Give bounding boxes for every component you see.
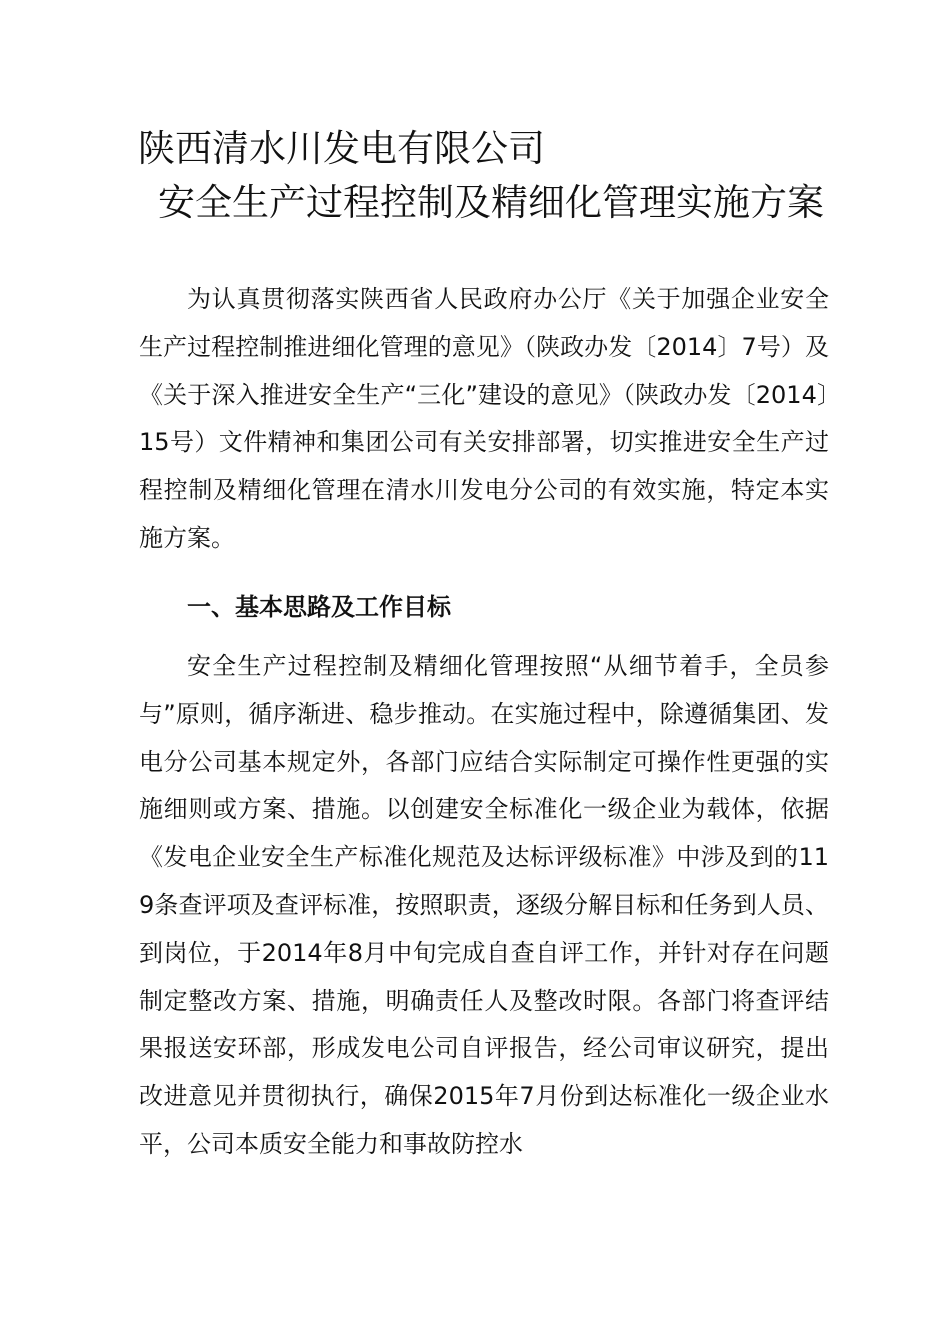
document-title-line-2: 安全生产过程控制及精细化管理实施方案 xyxy=(158,181,824,224)
intro-paragraph: 为认真贯彻落实陕西省人民政府办公厅《关于加强企业安全生产过程控制推进细化管理的意见》（陕政办发〔2014〕7号）及《关于深入推进安全生产“三化”建设的意见》（陕政办发〔2014〕15号）文件精神和集团公司有关安排部署，切实推进安全生产过程控制及精细化管理在清水川发电分公司的有效实施，特定本实施方案。 xyxy=(139,285,829,552)
section-1-paragraph: 安全生产过程控制及精细化管理按照“从细节着手，全员参与”原则，循序渐进、稳步推动。在实施过程中，除遵循集团、发电分公司基本规定外，各部门应结合实际制定可操作性更强的实施细则或方案、措施。以创建安全标准化一级企业为载体，依据《发电企业安全生产标准化规范及达标评级标准》中涉及到的119条查评项及查评标准，按照职责，逐级分解目标和任务到人员、到岗位，于2014年8月中旬完成自查自评工作，并针对存在问题制定整改方案、措施，明确责任人及整改时限。各部门将查评结果报送安环部，形成发电公司自评报告，经公司审议研究，提出改进意见并贯彻执行，确保2015年7月份到达标准化一级企业水平，公司本质安全能力和事故防控水 xyxy=(139,652,829,1158)
document-title-line-1: 陕西清水川发电有限公司 xyxy=(138,127,545,170)
section-1-heading: 一、基本思路及工作目标 xyxy=(187,593,451,621)
